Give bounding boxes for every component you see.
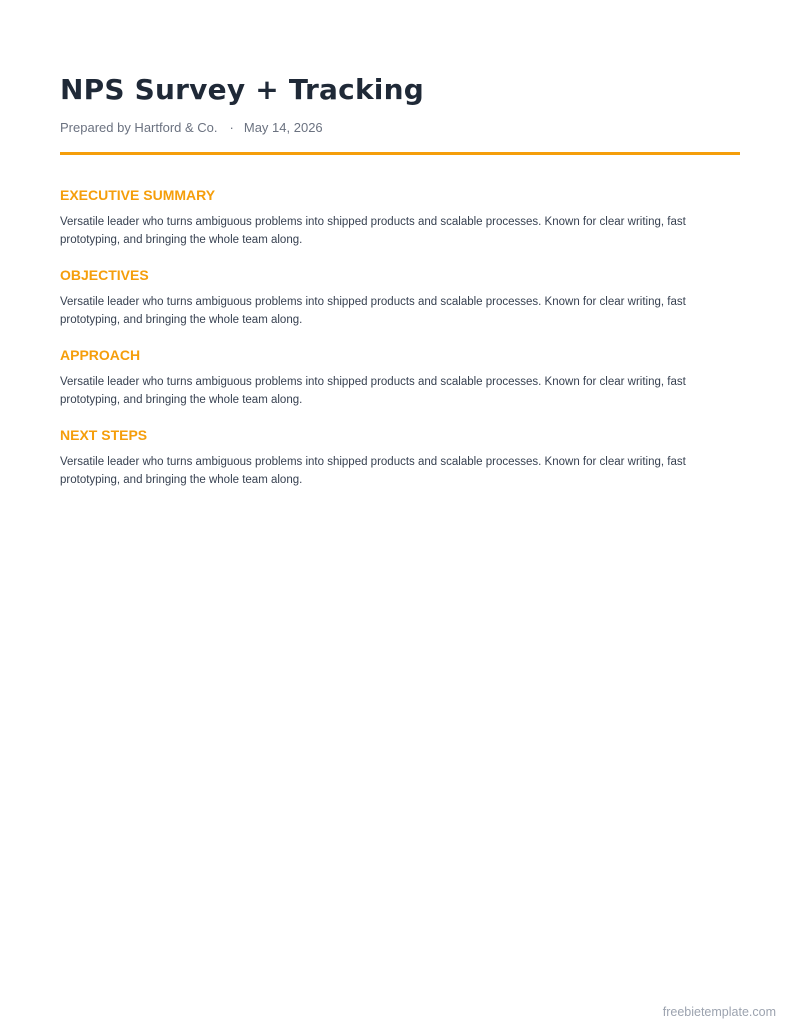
section-heading: OBJECTIVES	[60, 267, 149, 283]
header-divider	[60, 152, 740, 155]
sections	[60, 185, 740, 505]
meta-separator: ·	[229, 120, 234, 135]
document-meta	[60, 119, 323, 136]
section-heading: NEXT STEPS	[60, 427, 148, 443]
section-body: Versatile leader who turns ambiguous problems into shipped products and scalable processes. Known for clear writing, fast prototyping, and bringing the whole team along.	[60, 296, 686, 326]
section-heading: EXECUTIVE SUMMARY	[60, 187, 216, 203]
watermark-link[interactable]: freebietemplate.com	[662, 1005, 776, 1019]
section-executive-summary	[60, 185, 740, 265]
prepared-by: Prepared by Hartford & Co.	[60, 120, 218, 135]
section-body: Versatile leader who turns ambiguous problems into shipped products and scalable processes. Known for clear writing, fast prototyping, and bringing the whole team along.	[60, 376, 686, 406]
section-approach	[60, 345, 740, 425]
section-objectives	[60, 265, 740, 345]
document-date: May 14, 2026	[243, 120, 323, 135]
section-body: Versatile leader who turns ambiguous problems into shipped products and scalable processes. Known for clear writing, fast prototyping, and bringing the whole team along.	[60, 216, 686, 246]
document-title: NPS Survey + Tracking	[60, 73, 424, 106]
section-heading: APPROACH	[60, 347, 141, 363]
section-body: Versatile leader who turns ambiguous problems into shipped products and scalable processes. Known for clear writing, fast prototyping, and bringing the whole team along.	[60, 456, 686, 486]
section-next-steps	[60, 425, 740, 505]
